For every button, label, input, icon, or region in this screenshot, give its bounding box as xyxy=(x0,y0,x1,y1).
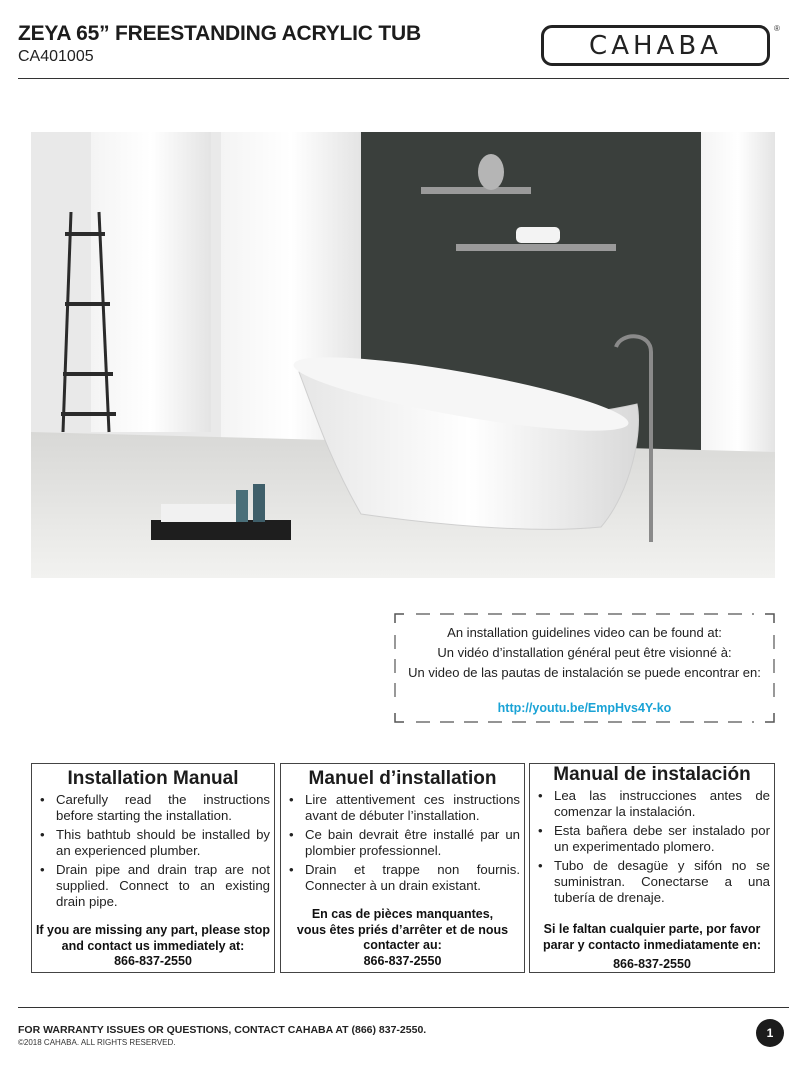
instruction-list xyxy=(287,792,520,897)
warranty-contact: FOR WARRANTY ISSUES OR QUESTIONS, CONTACT CAHABA AT (866) 837-2550. xyxy=(18,1024,427,1036)
video-line-en: An installation guidelines video can be found at: xyxy=(447,625,722,640)
note-line: and contact us immediately at: xyxy=(61,938,245,953)
phone-number: 866-837-2550 xyxy=(613,957,691,971)
note-line: vous êtes priés d’arrêter et de nous xyxy=(296,922,509,937)
missing-parts-note xyxy=(32,923,274,970)
registered-mark: ® xyxy=(774,24,780,33)
video-link[interactable]: http://youtu.be/EmpHvs4Y-ko xyxy=(497,701,672,715)
list-item: • Drain et trappe non fournis. Connecter à un drain existant. xyxy=(287,862,520,894)
missing-parts-note xyxy=(281,907,524,969)
instruction-list xyxy=(536,788,770,909)
instruction-list xyxy=(38,792,270,913)
page-number-badge: 1 xyxy=(756,1019,784,1047)
copyright: ©2018 CAHABA. ALL RIGHTS RESERVED. xyxy=(18,1038,176,1047)
list-item: • Drain pipe and drain trap are not supplied. Connect to an existing drain pipe. xyxy=(38,862,270,910)
column-english xyxy=(31,763,275,973)
video-callout xyxy=(394,613,775,723)
note-line: If you are missing any part, please stop xyxy=(35,923,271,937)
column-french xyxy=(280,763,525,973)
header-divider xyxy=(18,78,789,79)
column-title: Manual de instalación xyxy=(553,764,751,785)
column-spanish xyxy=(529,763,775,973)
missing-parts-note xyxy=(530,922,774,973)
phone-number: 866-837-2550 xyxy=(114,954,192,968)
list-item: • Lire attentivement ces instructions avant de débuter l’installation. xyxy=(287,792,520,824)
model-number: CA401005 xyxy=(18,48,94,65)
phone-number: 866-837-2550 xyxy=(363,953,442,968)
video-line-es: Un video de las pautas de instalación se puede encontrar en: xyxy=(408,665,761,680)
brand-logo: CAHABA xyxy=(541,25,770,66)
product-photo xyxy=(31,132,775,578)
note-line: contacter au: xyxy=(363,938,442,952)
list-item: • Esta bañera debe ser instalado por un experimentado plomero. xyxy=(536,823,770,855)
list-item: • This bathtub should be installed by an experienced plumber. xyxy=(38,827,270,859)
list-item: • Ce bain devrait être installé par un plombier professionnel. xyxy=(287,827,520,859)
list-item: • Lea las instrucciones antes de comenzar la instalación. xyxy=(536,788,770,820)
page-title: ZEYA 65” FREESTANDING ACRYLIC TUB xyxy=(18,22,421,45)
note-line: En cas de pièces manquantes, xyxy=(311,907,494,921)
list-item: • Carefully read the instructions before starting the installation. xyxy=(38,792,270,824)
footer-divider xyxy=(18,1007,789,1008)
video-line-fr: Un vidéo d’installation général peut être visionné à: xyxy=(437,645,732,660)
list-item: • Tubo de desagüe y sifón no se suministran. Conectarse a una tubería de drenaje. xyxy=(536,858,770,906)
note-line: Si le faltan cualquier parte, por favor xyxy=(543,922,761,936)
column-title: Manuel d’installation xyxy=(308,768,497,789)
column-title: Installation Manual xyxy=(67,768,239,789)
note-line: parar y contacto inmediatamente en: xyxy=(542,937,762,952)
